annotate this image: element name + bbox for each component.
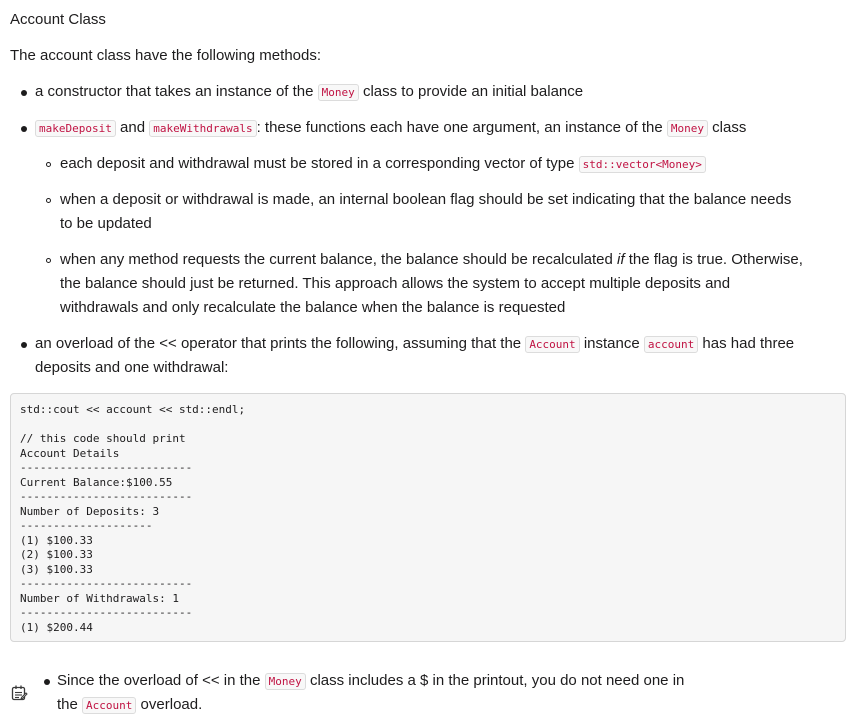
code-money: Money [667,120,708,137]
note-line2: the Account overload. [57,696,203,713]
intro-text: The account class have the following methods: [10,47,322,64]
bullet-dot [21,342,27,348]
sub-item-recalc-line2: the balance should just be returned. This approach allows the system to accept multiple deposits and [60,275,731,292]
bullet-dot [21,90,27,96]
code-make-withdrawals: makeWithdrawals [149,120,256,137]
list-item-operator-line2: deposits and one withdrawal: [35,359,229,376]
code-make-deposit: makeDeposit [35,120,116,137]
list-item-operator-line1: an overload of the << operator that prints the following, assuming that the Account instance account has had three [35,335,795,352]
sub-bullet-ring [46,198,51,203]
sub-bullet-ring [46,162,51,167]
list-item-deposit-withdraw: makeDeposit and makeWithdrawals : these functions each have one argument, an instance of the Money class [35,116,746,140]
note-icon [10,684,28,702]
sub-item-recalc-line3: withdrawals and only recalculate the balance when the balance is requested [60,299,566,316]
sub-item-flag-line2: to be updated [60,215,152,232]
section-title: Account Class [10,11,106,28]
bullet-dot [21,126,27,132]
sub-item-recalc-line1: when any method requests the current balance, the balance should be recalculated if the flag is true. Otherwise, [60,251,803,268]
code-account-class: Account [82,697,136,714]
code-money: Money [318,84,359,101]
note-line1: Since the overload of << in the Money class includes a $ in the printout, you do not need one in [57,672,685,689]
list-item-constructor: a constructor that takes an instance of the Money class to provide an initial balance [35,83,584,100]
sub-bullet-ring [46,258,51,263]
sub-item-flag-line1: when a deposit or withdrawal is made, an internal boolean flag should be set indicating that the balance needs [60,191,792,208]
code-block-output: std::cout << account << std::endl; // this code should print Account Details -------------------------- Current Balance:$100.55 -------------------------- Number of Deposits: 3 -------------------- (1) $100.33 (2) $100.33 (3) $100.33 -------------------------- Number of Withdrawals: 1 -------------------------- (1) $200.44 [10,393,846,642]
code-account-instance: account [644,336,698,353]
code-money: Money [265,673,306,690]
code-account-class: Account [525,336,579,353]
bullet-dot [44,679,50,685]
code-vector-money: std::vector<Money> [579,156,706,173]
sub-item-storage: each deposit and withdrawal must be stored in a corresponding vector of type std::vector<Money> [60,152,706,176]
